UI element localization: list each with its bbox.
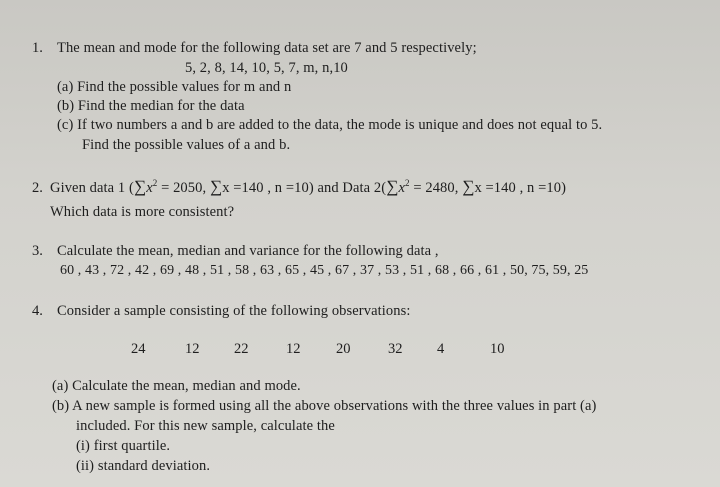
q2-d1-sumx2: = 2050, [161, 180, 207, 196]
q1-number: 1. [32, 40, 43, 56]
q1-part-c-cont: Find the possible values of a and b. [82, 137, 291, 153]
observation: 24 [131, 341, 146, 357]
q4-part-b-i: (i) first quartile. [76, 438, 171, 454]
q2-d2-sumx: x =140 , n =10) [474, 180, 567, 196]
q1-text: The mean and mode for the following data set are 7 and 5 respectively; [57, 40, 477, 56]
observation: 12 [286, 341, 301, 357]
q4-part-a: (a) Calculate the mean, median and mode. [52, 378, 301, 394]
q4-number: 4. [32, 303, 43, 319]
observation: 32 [388, 341, 403, 357]
q3-text: Calculate the mean, median and variance for the following data , [57, 243, 439, 259]
q4-part-b-ii: (ii) standard deviation. [76, 458, 211, 474]
q1-data: 5, 2, 8, 14, 10, 5, 7, m, n,10 [185, 60, 348, 76]
q1-part-a: (a) Find the possible values for m and n [57, 79, 292, 95]
observation: 10 [490, 341, 505, 357]
sum-symbol: ∑ [133, 177, 147, 196]
q4-part-b: (b) A new sample is formed using all the above observations with the three values in part (a) [52, 398, 597, 414]
sum-symbol: ∑ [386, 177, 399, 196]
q2-number: 2. [32, 180, 43, 196]
q2-intro: Given data 1 ( [50, 180, 134, 196]
q2-d1-sumx: x =140 , n =10) and Data 2( [222, 180, 387, 196]
observation: 22 [234, 341, 249, 357]
q3-data: 60 , 43 , 72 , 42 , 69 , 48 , 51 , 58 , 63 , 65 , 45 , 67 , 37 , 53 , 51 , 68 , 66 , 61 , 50, 75, 59, 25 [60, 263, 589, 278]
q4-part-b-cont: included. For this new sample, calculate the [76, 418, 335, 434]
q3-number: 3. [32, 243, 43, 259]
observation: 20 [336, 341, 351, 357]
q4-text: Consider a sample consisting of the following observations: [57, 303, 411, 319]
q2-d2-sumx2: = 2480, [413, 180, 459, 196]
q1-part-b: (b) Find the median for the data [57, 98, 245, 114]
sum-symbol: ∑ [209, 177, 223, 196]
q2-question: Which data is more consistent? [50, 204, 235, 220]
q1-part-c: (c) If two numbers a and b are added to the data, the mode is unique and does not equal to 5. [57, 117, 603, 133]
q2-given: Given data 1 ($\sum x^2 = 2050$, ∑x =140 , n =10) and Data $2(\sum x^2 = 2480$, ∑x =140 , n =10) [50, 177, 567, 196]
sum-symbol: ∑ [462, 177, 475, 196]
observation: 12 [185, 341, 200, 357]
observation: 4 [437, 341, 445, 357]
